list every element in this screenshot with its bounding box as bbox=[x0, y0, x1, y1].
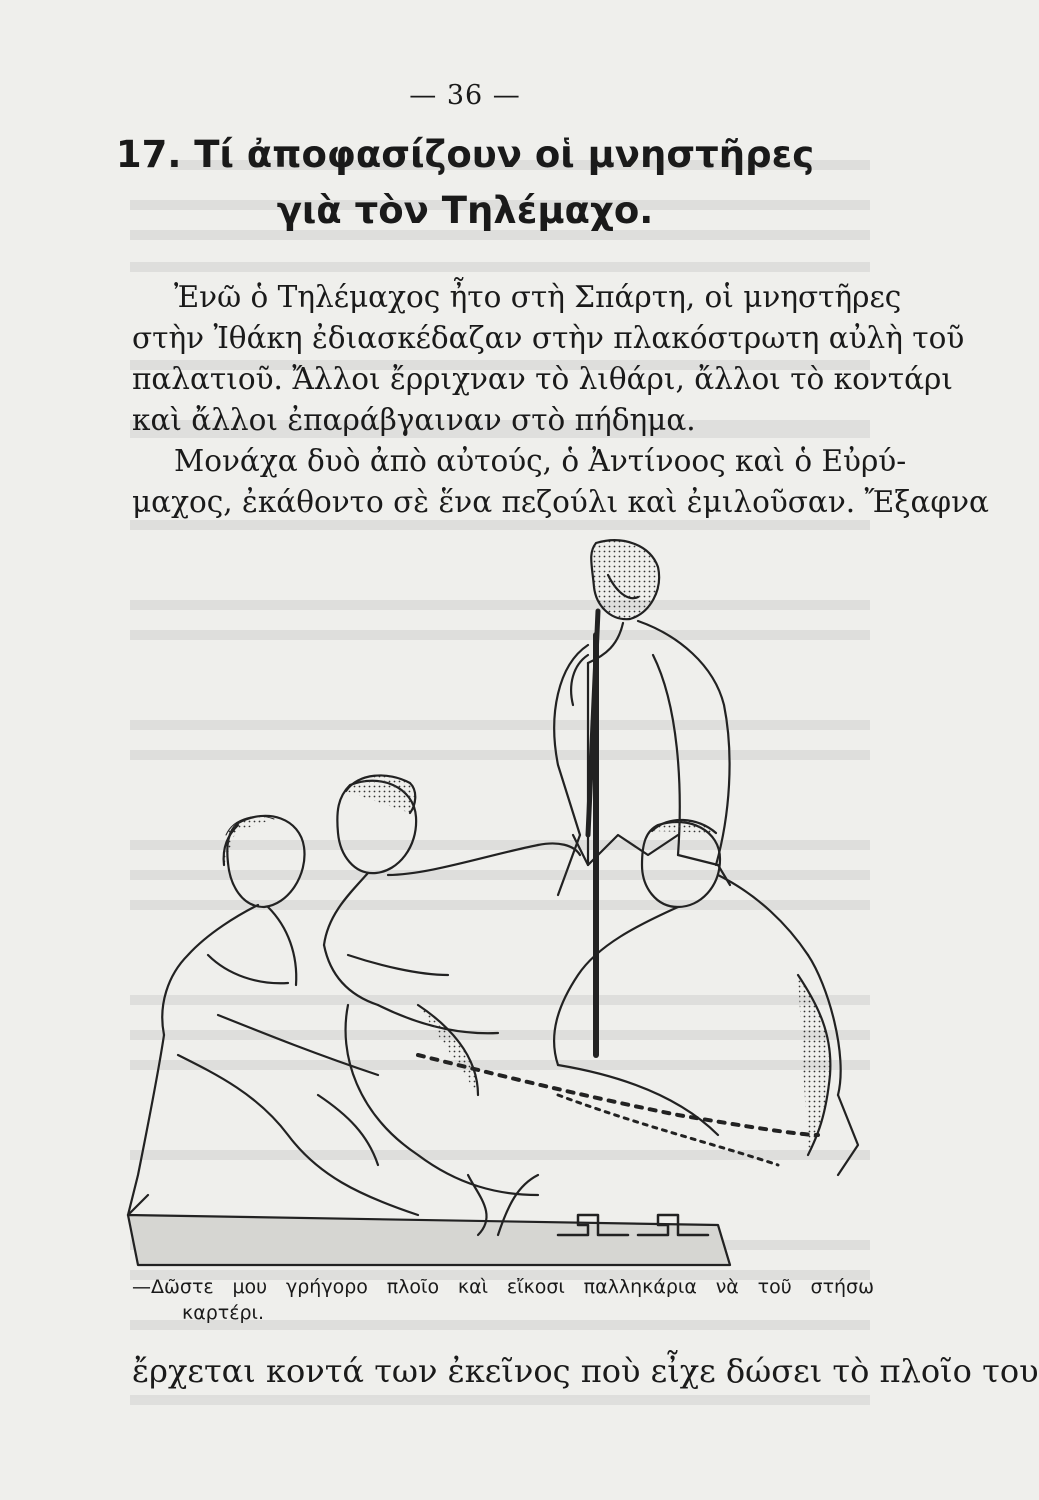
paragraph-1-line-3: παλατιοῦ. Ἄλλοι ἔρριχναν τὸ λιθάρι, ἄλλοι τὸ κοντάρι bbox=[132, 362, 953, 396]
chapter-title-continued: γιὰ τὸν Τηλέμαχο. bbox=[276, 189, 654, 232]
paragraph-1-line-2: στὴν Ἰθάκη ἐδιασκέδαζαν στὴν πλακόστρωτη αὐλὴ τοῦ bbox=[132, 321, 965, 355]
paragraph-1-line-4: καὶ ἄλλοι ἐπαράβγαιναν στὸ πήδημα. bbox=[132, 403, 696, 437]
paragraph-2-line-1: Μονάχα δυὸ ἀπὸ αὐτούς, ὁ Ἀντίνοος καὶ ὁ Εὐρύ- bbox=[174, 444, 907, 478]
illustration-caption-line-1: —Δῶστε μου γρήγορο πλοῖο καὶ εἴκοσι παλληκάρια νὰ τοῦ στήσω bbox=[132, 1276, 874, 1298]
chapter-title: 17. Τί ἀποφασίζουν οἱ μνηστῆρες bbox=[115, 133, 815, 176]
page-number: — 36 — bbox=[409, 80, 521, 111]
greek-vase-line-drawing-icon bbox=[118, 535, 858, 1270]
body-text-continuation: ἔρχεται κοντά των ἐκεῖνος ποὺ εἶχε δώσει τὸ πλοῖο του bbox=[132, 1352, 1039, 1390]
illustration-caption-line-2: καρτέρι. bbox=[182, 1302, 265, 1324]
paragraph-2-line-2: μαχος, ἐκάθοντο σὲ ἕνα πεζούλι καὶ ἐμιλοῦσαν. Ἔξαφνα bbox=[132, 485, 989, 519]
paragraph-1-line-1: Ἐνῶ ὁ Τηλέμαχος ἦτο στὴ Σπάρτη, οἱ μνηστῆρες bbox=[174, 280, 902, 314]
